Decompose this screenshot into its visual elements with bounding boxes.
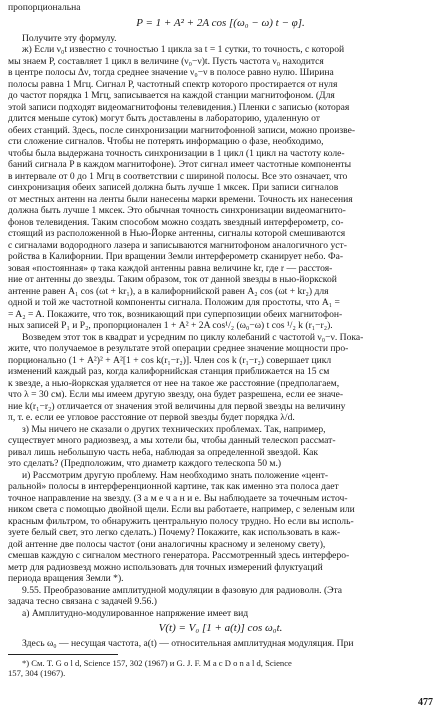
text-line: задача тесно связана с задачей 9.56.) xyxy=(8,596,157,607)
text-block-b xyxy=(8,33,433,620)
text-line: *) См. T. G o l d, Science 157, 302 (1967) и G. J. F. M a c D o n a l d, Science xyxy=(22,657,292,668)
text-line: и) Рассмотрим другую проблему. Нам необходимо знать положение «цент- xyxy=(22,469,329,481)
text-block-a xyxy=(8,2,433,14)
text-line: пропорциональна xyxy=(8,2,81,13)
text-line: ние от антенны до звезды. Таким образом, ток от данной звезды в нью-йоркской xyxy=(8,274,337,285)
text-block-c xyxy=(8,638,433,650)
text-line: существует много радиозвезд, а мы хотели бы, чтобы данный телескоп рассмат- xyxy=(8,435,336,446)
text-line: сти сложение сигналов. Чтобы не потерять информацию о фазе, необходимо, xyxy=(8,136,324,147)
page-number: 477 xyxy=(418,697,433,708)
text-line: смешав каждую с сигналом местного генератора. Рассмотренный здесь интерферо- xyxy=(8,550,350,561)
text-line: π, т. е. если ее угловое расстояние от первой звезды будет порядка λ/d. xyxy=(8,412,295,423)
text-line: з) Мы ничего не сказали о других технических проблемах. Так, например, xyxy=(22,423,326,435)
text-line: ральной» полосы в интерференционной картине, так как именно эта полоса дает xyxy=(8,481,339,492)
text-line: метр для радиозвезд можно использовать для точных измерений флуктуаций xyxy=(8,561,323,573)
text-line: баний сигнала P в каждом магнитофоне). Этот сигнал имеет частотные компоненты xyxy=(8,159,352,170)
text-line: что λ = 30 см). Если мы имеем другую звезду, она будет разрешена, если ее значе- xyxy=(8,389,344,400)
text-line: порционально (1 + A²)² + A²[1 + cos k(r₁−r₂)]. Член cos k (r₁−r₂) совершает цикл xyxy=(8,354,332,366)
text-line: одной и той же частотной компоненты сигнала. Положим для простоты, что A₁ = xyxy=(8,297,340,308)
text-line: стоящий из расположенной в Нью-Йорке антенны, сигналы которой смешиваются xyxy=(8,228,346,239)
text-line: в интервале от 0 до 1 Мгц в соответствии с шириной полосы. Все это означает, что xyxy=(8,170,348,182)
text-line: чтобы была выдержана точность синхронизации в 1 цикл (1 цикл на частоту коле- xyxy=(8,147,345,159)
text-line: а) Амплитудно-модулированное напряжение имеет вид xyxy=(22,607,249,619)
footnote xyxy=(8,658,433,679)
text-line: должна быть лучше 1 мксек. Это обычная точность синхронизации видеомагнито- xyxy=(8,205,346,216)
text-line: от местных антенн на ленты были нанесены марки времени. Точность их нанесения xyxy=(8,193,353,205)
text-line: Здесь ω₀ — несущая частота, a(t) — относительная амплитудная модуляция. При xyxy=(22,638,354,649)
text-line: ривал лишь небольшую часть неба, наблюдая за определенной звездой. Как xyxy=(8,446,319,458)
text-line: фонов телевидения. Таким способом можно создать звездный интерферометр, со- xyxy=(8,216,344,228)
text-line: точное направление на звезду. (З а м е ч а н и е. Вы наблюдаете за точечным источ- xyxy=(8,492,348,504)
text-line: длится меньше суток) могут быть доставлены в лабораторию, удаленную от xyxy=(8,113,320,124)
text-line: антенне равен A₁ cos (ωt + kr₁), а в калифорнийской равен A₂ cos (ωt + kr₂) для xyxy=(8,285,329,297)
footnote-divider xyxy=(8,654,118,655)
text-line: 9.55. Преобразование амплитудной модуляции в фазовую для радиоволн. (Эта xyxy=(22,584,343,596)
text-line: зовая «постоянная» φ така каждой антенны равна величине kr, где r — расстоя- xyxy=(8,262,333,274)
text-line: зуете белый свет, это легко сделать.) Почему? Покажите, как использовать в каж- xyxy=(8,527,341,538)
text-line: с сигналами водородного лазера и записываются магнитофоном аналогичного уст- xyxy=(8,239,347,251)
text-line: мы знаем P, составляет 1 цикл в величине (ν₀−ν)t. Пусть частота ν₀ находится xyxy=(8,55,324,67)
text-line: в центре полосы Δν, тогда среднее значение ν₀−ν в полосе равно нулю. Ширина xyxy=(8,67,334,78)
text-line: 157, 304 (1967). xyxy=(8,668,66,678)
formula-power: P = 1 + A² + 2A cos [(ω₀ − ω) t − φ]. xyxy=(136,16,305,29)
text-line: ником света с помощью двойной щели. Если вы работаете, например, с зеленым или xyxy=(8,504,355,515)
text-line: это сделать? (Предположим, что диаметр каждого телескопа 50 м.) xyxy=(8,458,282,469)
text-line: ние k(r₁−r₂) отличается от значения этой величины для первой звезды на величину xyxy=(8,400,346,412)
text-line: синхронизация обеих записей должна быть лучше 1 мксек. При записи сигналов xyxy=(8,182,339,193)
text-line: дой антенне две полосы частот (они аналогичны красному и зеленому свету), xyxy=(8,538,326,550)
text-line: обеих станций. Здесь, после синхронизации магнитофонной записи, можно произве- xyxy=(8,124,356,136)
text-line: жите, что получаемое в результате этой операции среднее значение мощности про- xyxy=(8,343,349,354)
text-line: Возведем этот ток в квадрат и усредним по циклу колебаний с частотой ν₀−ν. Пока- xyxy=(22,331,364,343)
text-line: красным фильтром, то обнаружить центральную полосу трудно. Но если вы исполь- xyxy=(8,515,354,527)
text-line: изменений каждый раз, когда калифорнийская станция приближается на 15 см xyxy=(8,366,330,377)
text-line: Получите эту формулу. xyxy=(22,32,117,44)
text-line: полосы равна 1 Мгц. Сигнал P, частотный спектр которого простирается от нуля xyxy=(8,78,338,90)
text-line: этой записи подходят видеомагнитофоны телевидения.) Пленки с записью (которая xyxy=(8,101,350,113)
text-line: до частот порядка 1 Мгц, записывается на каждой станции магнитофоном. (Для xyxy=(8,90,335,101)
text-line: ройства в Калифорнии. При вращении Земли интерферометр сканирует небо. Фа- xyxy=(8,251,344,262)
text-line: ж) Если ν₀t известно с точностью 1 цикла за t = 1 сутки, то точность, с которой xyxy=(22,44,345,55)
text-line: = A₂ = A. Покажите, что ток, возникающий при суперпозиции обеих магнитофон- xyxy=(8,308,343,320)
text-line: ных записей P₁ и P₂, пропорционален 1 + A² + 2A cos¹/₂ (ω₀−ω) t cos ¹/₂ k (r₁−r₂). xyxy=(8,320,333,331)
text-line: периода вращения Земли *). xyxy=(8,573,124,584)
formula-am-voltage: V(t) = V₀ [1 + a(t)] cos ω₀t. xyxy=(158,622,283,634)
text-line: к звезде, а нью-йоркская удаляется от нее на такое же расстояние (предполагаем, xyxy=(8,377,340,389)
